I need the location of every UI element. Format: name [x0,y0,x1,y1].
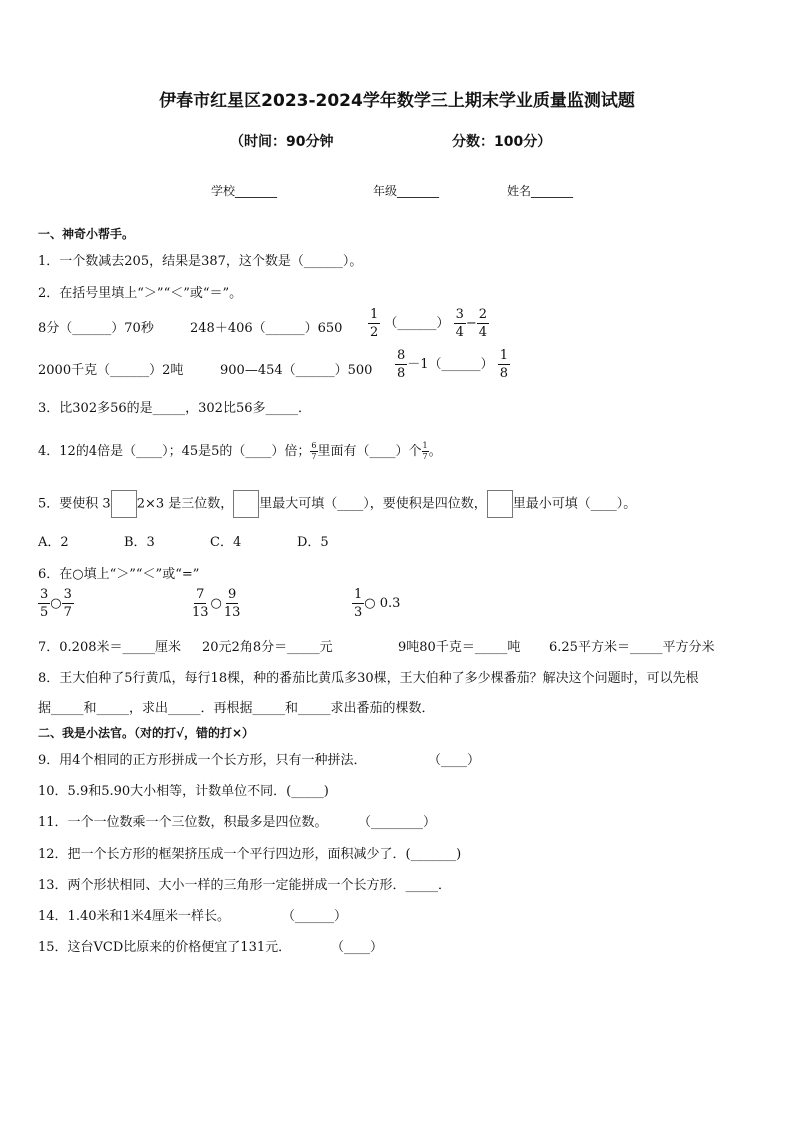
fraction: $\frac{8}{8}$ [397,348,406,381]
fraction: $\frac{7}{13}$ [192,587,209,620]
question-12: 12．把一个长方形的框架挤压成一个平行四边形，面积减少了．(_______) [38,847,462,862]
question-8-line-1: 8．王大伯种了5行黄瓜，每行18棵，种的番茄比黄瓜多30棵，王大伯种了多少棵番茄？解决这个问题时，可以先根 [38,671,699,686]
question-11: 11．一个一位数乘一个三位数，积最多是四位数。 [38,815,328,830]
question-14: 14．1.40米和1米4厘米一样长。 [38,909,231,924]
question-8-line-2: 据_____和_____，求出_____．再根据_____和_____求出番茄的棵数． [38,701,435,716]
question-10: 10．5.9和5.90大小相等，计数单位不同．(_____) [38,784,329,799]
digit-box[interactable] [487,490,513,518]
exam-time: （时间：90分钟 [230,134,334,150]
q9-answer-blank[interactable]: （____） [428,753,481,768]
question-9: 9．用4个相同的正方形拼成一个长方形，只有一种拼法． [38,753,367,768]
section-1-heading: 一、神奇小帮手。 [38,227,135,241]
question-13: 13．两个形状相同、大小一样的三角形一定能拼成一个长方形．_____． [38,878,452,893]
digit-box[interactable] [233,490,259,518]
question-6: 6．在○填上“＞”“＜”或“=” [38,567,200,582]
q15-answer-blank[interactable]: （____） [331,940,384,955]
q5-option-c[interactable]: C．4 [210,535,242,550]
question-5: 5．要使积 3 2×3 是三位数， 里最大可填（____），要使积是四位数， 里最小可填（____）。 [38,490,636,518]
q5-option-b[interactable]: B．3 [124,535,155,550]
exam-score: 分数：100分） [452,134,552,150]
fraction: $\frac{3}{7}$ [63,587,72,620]
q2-compare-6: $\frac{8}{8}$ －1（______） $\frac{1}{8}$ [397,348,508,381]
q2-compare-2: 248＋406（______）650 [190,321,343,336]
question-2: 2．在括号里填上“＞”“＜”或“＝”。 [38,286,243,301]
q2-compare-4: 2000千克（______）2吨 [38,363,184,378]
q7-part-1: 7．0.208米＝_____厘米 [38,640,181,655]
q2-compare-5: 900—454（______）500 [220,363,373,378]
fraction: $\frac{3}{4}$ [455,307,464,340]
question-4: 4．12的4倍是（____）；45是5的（____）倍； $\frac{6}{7}$ 里面有（____）个 $\frac{1}{7}$ 。 [38,441,442,461]
q7-part-2: 20元2角8分＝_____元 [202,640,333,655]
school-field: 学校_______ [211,184,278,198]
fraction: $\frac{3}{5}$ [40,587,49,620]
q14-answer-blank[interactable]: （______） [282,909,348,924]
q2-compare-3: $\frac{1}{2}$ （______） $\frac{3}{4}$ − $\frac{2}{4}$ [370,307,488,340]
q6-compare-2: $\frac{7}{13}$ ○ $\frac{9}{13}$ [192,587,241,620]
digit-box[interactable] [111,490,137,518]
q5-option-d[interactable]: D．5 [297,535,329,550]
fraction: $\frac{2}{4}$ [478,307,488,340]
q2-compare-1: 8分（______）70秒 [38,321,154,336]
question-15: 15．这台VCD比原来的价格便宜了131元． [38,940,292,955]
section-2-heading: 二、我是小法官。（对的打√，错的打×） [38,726,255,740]
question-1: 1．一个数减去205，结果是387，这个数是（______）。 [38,254,363,269]
q7-part-4: 6.25平方米＝_____平方分米 [549,640,715,655]
q5-option-a[interactable]: A．2 [38,535,69,550]
fraction: $\frac{1}{7}$ [422,441,428,461]
name-field: 姓名_______ [507,184,574,198]
fraction: $\frac{6}{7}$ [311,441,317,461]
question-3: 3．比302多56的是_____，302比56多_____． [38,401,311,416]
fraction: $\frac{1}{3}$ [354,587,363,620]
q7-part-3: 9吨80千克＝_____吨 [398,640,521,655]
q6-compare-3: $\frac{1}{3}$ ○ 0.3 [354,587,401,620]
fraction: $\frac{9}{13}$ [223,587,241,620]
q6-compare-1: $\frac{3}{5}$ ○ $\frac{3}{7}$ [40,587,72,620]
grade-field: 年级_______ [373,184,440,198]
fraction: $\frac{1}{2}$ [370,307,379,340]
fraction: $\frac{1}{8}$ [499,348,508,381]
page-title: 伊春市红星区2023-2024学年数学三上期末学业质量监测试题 [159,91,635,111]
q11-answer-blank[interactable]: （________） [358,815,437,830]
